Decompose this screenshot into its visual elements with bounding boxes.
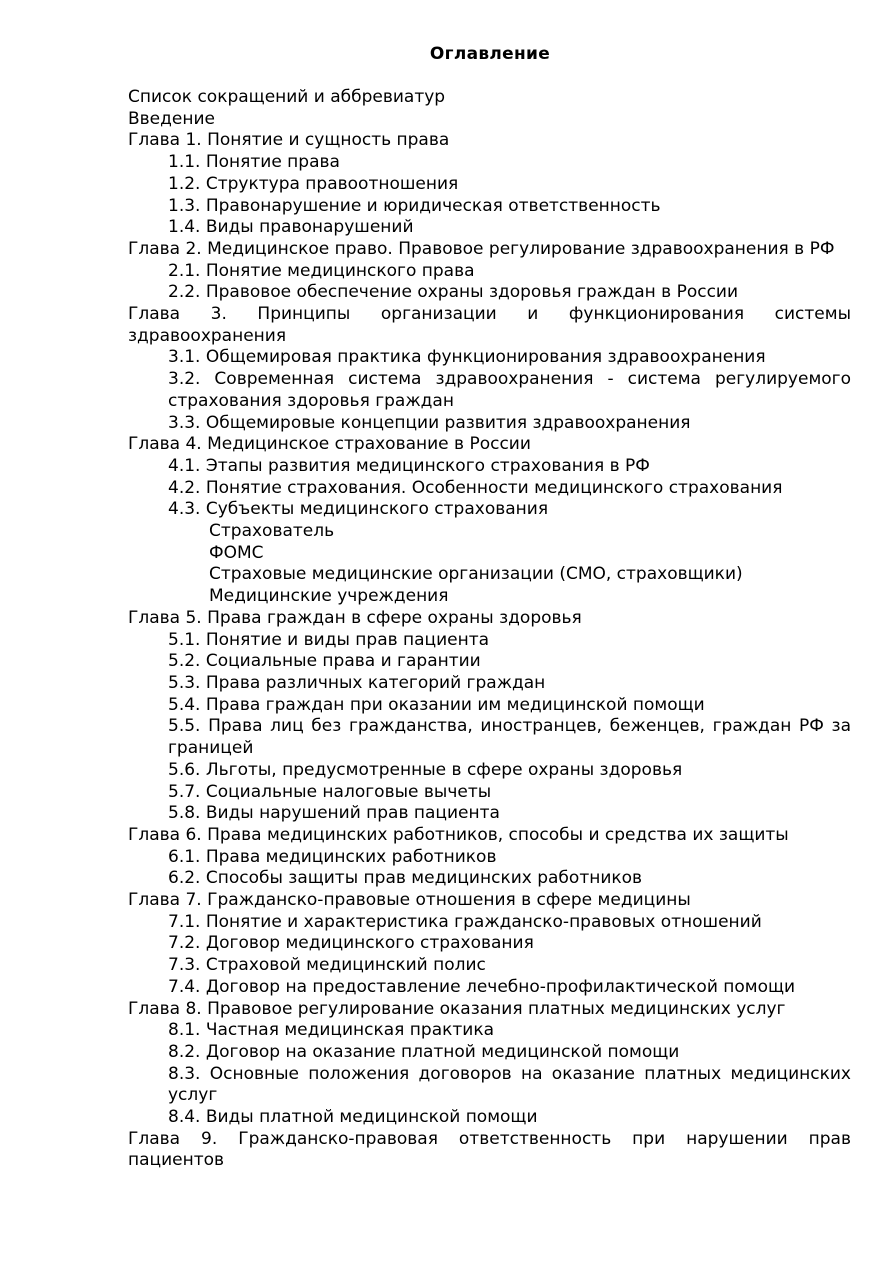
- toc-entry: 5.6. Льготы, предусмотренные в сфере охраны здоровья: [168, 759, 683, 780]
- toc-title: Оглавление: [429, 44, 551, 64]
- toc-entry: 7.2. Договор медицинского страхования: [168, 933, 534, 954]
- toc-entry: 2.2. Правовое обеспечение охраны здоровья граждан в России: [168, 282, 739, 303]
- toc-entry: Глава 2. Медицинское право. Правовое регулирование здравоохранения в РФ: [128, 238, 835, 259]
- toc-entry: 4.2. Понятие страхования. Особенности медицинского страхования: [168, 477, 783, 498]
- toc-entry: 5.2. Социальные права и гарантии: [168, 651, 481, 672]
- toc-entry: 5.1. Понятие и виды прав пациента: [168, 629, 490, 650]
- toc-entry: 1.2. Структура правоотношения: [168, 173, 459, 194]
- toc-entry: Глава 9. Гражданско-правовая ответственность при нарушении прав пациентов: [128, 1128, 851, 1171]
- toc-entry: 8.4. Виды платной медицинской помощи: [168, 1107, 538, 1128]
- toc-entry: 4.1. Этапы развития медицинского страхования в РФ: [168, 455, 650, 476]
- toc-entry: 8.3. Основные положения договоров на оказание платных медицинских услуг: [168, 1063, 851, 1106]
- toc-entry: 5.3. Права различных категорий граждан: [168, 672, 546, 693]
- toc-entry: Глава 8. Правовое регулирование оказания платных медицинских услуг: [128, 998, 786, 1019]
- toc-entry: 6.1. Права медицинских работников: [168, 846, 497, 867]
- toc-entry: Медицинские учреждения: [209, 586, 449, 607]
- toc-entry: Глава 5. Права граждан в сфере охраны здоровья: [128, 607, 582, 628]
- toc-entry: 5.5. Права лиц без гражданства, иностранцев, беженцев, граждан РФ за границей: [168, 716, 851, 759]
- toc-entry: 7.4. Договор на предоставление лечебно-профилактической помощи: [168, 976, 796, 997]
- toc-entry: 5.7. Социальные налоговые вычеты: [168, 781, 492, 802]
- toc-entry: Страхователь: [209, 521, 335, 542]
- toc-entry: 5.8. Виды нарушений прав пациента: [168, 803, 500, 824]
- toc-entry: Введение: [128, 108, 215, 129]
- toc-entry: 5.4. Права граждан при оказании им медицинской помощи: [168, 694, 705, 715]
- toc-entry: 7.1. Понятие и характеристика гражданско-правовых отношений: [168, 911, 762, 932]
- toc-entry: 3.3. Общемировые концепции развития здравоохранения: [168, 412, 691, 433]
- toc-entry: 1.3. Правонарушение и юридическая ответственность: [168, 195, 661, 216]
- toc-entry: 8.2. Договор на оказание платной медицинской помощи: [168, 1041, 680, 1062]
- toc-entry: 1.1. Понятие права: [168, 152, 340, 173]
- toc-entry: Глава 1. Понятие и сущность права: [128, 130, 450, 151]
- toc-entry: Глава 6. Права медицинских работников, способы и средства их защиты: [128, 824, 789, 845]
- toc-entry: 4.3. Субъекты медицинского страхования: [168, 499, 549, 520]
- toc-entry: 6.2. Способы защиты прав медицинских работников: [168, 868, 643, 889]
- toc-entry: Глава 3. Принципы организации и функционирования системы здравоохранения: [128, 304, 851, 346]
- toc-entry: Список сокращений и аббревиатур: [128, 87, 446, 107]
- toc-entry: 3.2. Современная система здравоохранения - система регулируемого страхования здоровья граждан: [168, 369, 851, 411]
- toc-entry: 8.1. Частная медицинская практика: [168, 1020, 495, 1041]
- toc-entry: 3.1. Общемировая практика функционирования здравоохранения: [168, 347, 766, 368]
- table-of-contents: [128, 87, 851, 1172]
- toc-entry: ФОМС: [209, 542, 264, 563]
- toc-entry: Страховые медицинские организации (СМО, страховщики): [209, 564, 743, 585]
- toc-entry: Глава 7. Гражданско-правовые отношения в сфере медицины: [128, 890, 691, 911]
- toc-entry: 1.4. Виды правонарушений: [168, 217, 414, 238]
- toc-entry: Глава 4. Медицинское страхование в России: [128, 434, 531, 455]
- toc-entry: 7.3. Страховой медицинский полис: [168, 955, 486, 976]
- toc-entry: 2.1. Понятие медицинского права: [168, 260, 475, 281]
